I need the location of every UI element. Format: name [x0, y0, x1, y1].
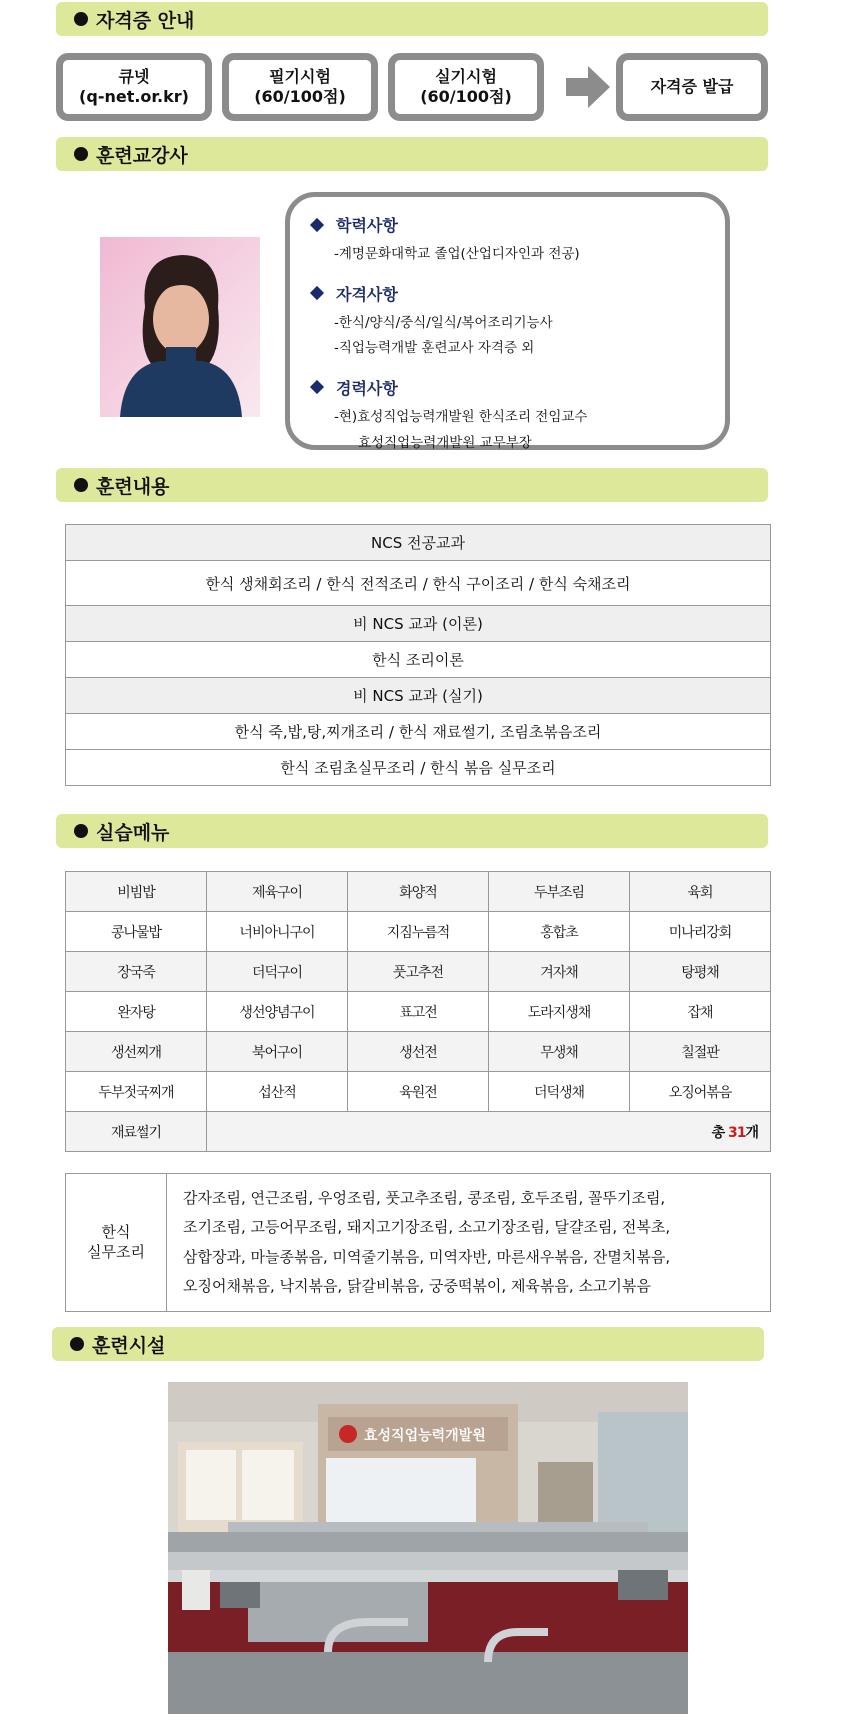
content-subjects: 한식 조림초실무조리 / 한식 볶음 실무조리 — [66, 750, 771, 786]
menu-cell: 잡채 — [630, 992, 771, 1032]
section-title: 실습메뉴 — [96, 821, 170, 844]
career-heading — [310, 376, 725, 399]
step-detail: (60/100점) — [254, 87, 346, 106]
menu-cell: 너비아니구이 — [207, 912, 348, 952]
section-title: 자격증 안내 — [96, 9, 195, 32]
dishes-line: 삼합장과, 마늘종볶음, 미역줄기볶음, 미역자반, 마른새우볶음, 잔멸치볶음, — [183, 1247, 671, 1266]
menu-cell: 육원전 — [348, 1072, 489, 1112]
dishes-line: 오징어채볶음, 낙지볶음, 닭갈비볶음, 궁중떡볶이, 제육볶음, 소고기볶음 — [183, 1276, 651, 1295]
menu-cell: 두부젓국찌개 — [66, 1072, 207, 1112]
section-header-menu — [56, 814, 768, 848]
cert-item: -직업능력개발 훈련교사 자격증 외 — [334, 340, 535, 357]
education-item: -계명문화대학교 졸업(산업디자인과 전공) — [334, 246, 580, 262]
cert-step-qnet — [56, 53, 212, 121]
cert-heading — [310, 282, 725, 305]
menu-cell: 미나리강회 — [630, 912, 771, 952]
menu-cell: 표고전 — [348, 992, 489, 1032]
bullet-icon — [74, 12, 88, 26]
career-list — [310, 405, 725, 456]
menu-cell: 비빔밥 — [66, 872, 207, 912]
career-item: 효성직업능력개발원 교무부장 — [358, 434, 532, 451]
menu-cell: 더덕구이 — [207, 952, 348, 992]
menu-cell: 풋고추전 — [348, 952, 489, 992]
menu-cell: 섭산적 — [207, 1072, 348, 1112]
menu-cell: 두부조림 — [489, 872, 630, 912]
heading-text: 자격사항 — [336, 284, 398, 304]
menu-cell: 북어구이 — [207, 1032, 348, 1072]
practice-label — [66, 1174, 167, 1312]
dishes-line: 감자조림, 연근조림, 우엉조림, 풋고추조림, 콩조림, 호두조림, 꼴뚜기조림, — [183, 1189, 666, 1207]
education-list — [310, 242, 725, 268]
cert-item: -한식/양식/중식/일식/복어조리기능사 — [334, 314, 553, 331]
menu-cell: 탕평채 — [630, 952, 771, 992]
step-title: 필기시험 — [269, 67, 331, 86]
menu-cell: 콩나물밥 — [66, 912, 207, 952]
facility-photo — [168, 1382, 688, 1714]
menu-cell: 무생채 — [489, 1032, 630, 1072]
step-title: 실기시험 — [435, 67, 497, 86]
content-category: 비 NCS 교과 (이론) — [66, 606, 771, 642]
content-subjects: 한식 조리이론 — [66, 642, 771, 678]
dishes-line: 조기조림, 고등어무조림, 돼지고기장조림, 소고기장조림, 달걀조림, 전복초, — [183, 1218, 671, 1237]
content-subjects: 한식 죽,밥,탕,찌개조리 / 한식 재료썰기, 조림초볶음조리 — [66, 714, 771, 750]
menu-cell: 육회 — [630, 872, 771, 912]
menu-cell: 화양적 — [348, 872, 489, 912]
section-title: 훈련교강사 — [96, 144, 188, 167]
bullet-icon — [74, 147, 88, 161]
menu-cell: 홍합초 — [489, 912, 630, 952]
menu-cell: 지짐누름적 — [348, 912, 489, 952]
diamond-icon — [310, 217, 324, 231]
section-title: 훈련시설 — [92, 1334, 166, 1357]
diamond-icon — [310, 286, 324, 300]
menu-cell: 장국죽 — [66, 952, 207, 992]
total-suffix: 개 — [745, 1124, 758, 1141]
practice-dishes — [167, 1174, 771, 1312]
section-header-cert — [56, 2, 768, 36]
bullet-icon — [74, 824, 88, 838]
menu-total — [207, 1112, 771, 1152]
right-arrow-icon — [566, 66, 610, 108]
career-item: -현)효성직업능력개발원 한식조리 전임교수 — [334, 408, 588, 425]
label-line: 실무조리 — [87, 1242, 145, 1261]
instructor-photo — [100, 237, 260, 417]
total-prefix: 총 — [711, 1124, 728, 1141]
practice-dishes-table — [65, 1173, 771, 1312]
content-subjects: 한식 생채회조리 / 한식 전적조리 / 한식 구이조리 / 한식 숙채조리 — [66, 561, 771, 606]
menu-cell: 도라지생채 — [489, 992, 630, 1032]
instructor-profile-card — [285, 192, 730, 450]
content-category: NCS 전공교과 — [66, 525, 771, 561]
label-line: 한식 — [101, 1223, 131, 1241]
section-header-facility — [52, 1327, 764, 1361]
bullet-icon — [74, 478, 88, 492]
education-heading — [310, 213, 725, 236]
step-title: 자격증 발급 — [650, 77, 734, 96]
cert-step-practical — [388, 53, 544, 121]
cert-list — [310, 311, 725, 362]
section-header-content — [56, 468, 768, 502]
content-category: 비 NCS 교과 (실기) — [66, 678, 771, 714]
menu-cell: 생선전 — [348, 1032, 489, 1072]
section-header-instructor — [56, 137, 768, 171]
menu-cell: 완자탕 — [66, 992, 207, 1032]
training-content-table — [65, 524, 771, 786]
bullet-icon — [70, 1337, 84, 1351]
facility-sign: 효성직업능력개발원 — [364, 1428, 486, 1444]
menu-cell: 더덕생채 — [489, 1072, 630, 1112]
total-count: 31 — [727, 1124, 746, 1141]
menu-cell: 생선양념구이 — [207, 992, 348, 1032]
heading-text: 경력사항 — [336, 378, 398, 398]
cert-step-written — [222, 53, 378, 121]
cert-step-issue — [616, 53, 768, 121]
step-title: 큐넷 — [118, 67, 150, 86]
menu-cell: 재료썰기 — [66, 1112, 207, 1152]
menu-cell: 칠절판 — [630, 1032, 771, 1072]
diamond-icon — [310, 380, 324, 394]
menu-cell: 오징어볶음 — [630, 1072, 771, 1112]
step-detail: (60/100점) — [420, 87, 512, 106]
menu-cell: 겨자채 — [489, 952, 630, 992]
practice-menu-table — [65, 871, 771, 1152]
menu-cell: 제육구이 — [207, 872, 348, 912]
section-title: 훈련내용 — [96, 475, 170, 498]
heading-text: 학력사항 — [336, 216, 398, 235]
menu-cell: 생선찌개 — [66, 1032, 207, 1072]
step-detail: (q-net.or.kr) — [79, 87, 189, 106]
